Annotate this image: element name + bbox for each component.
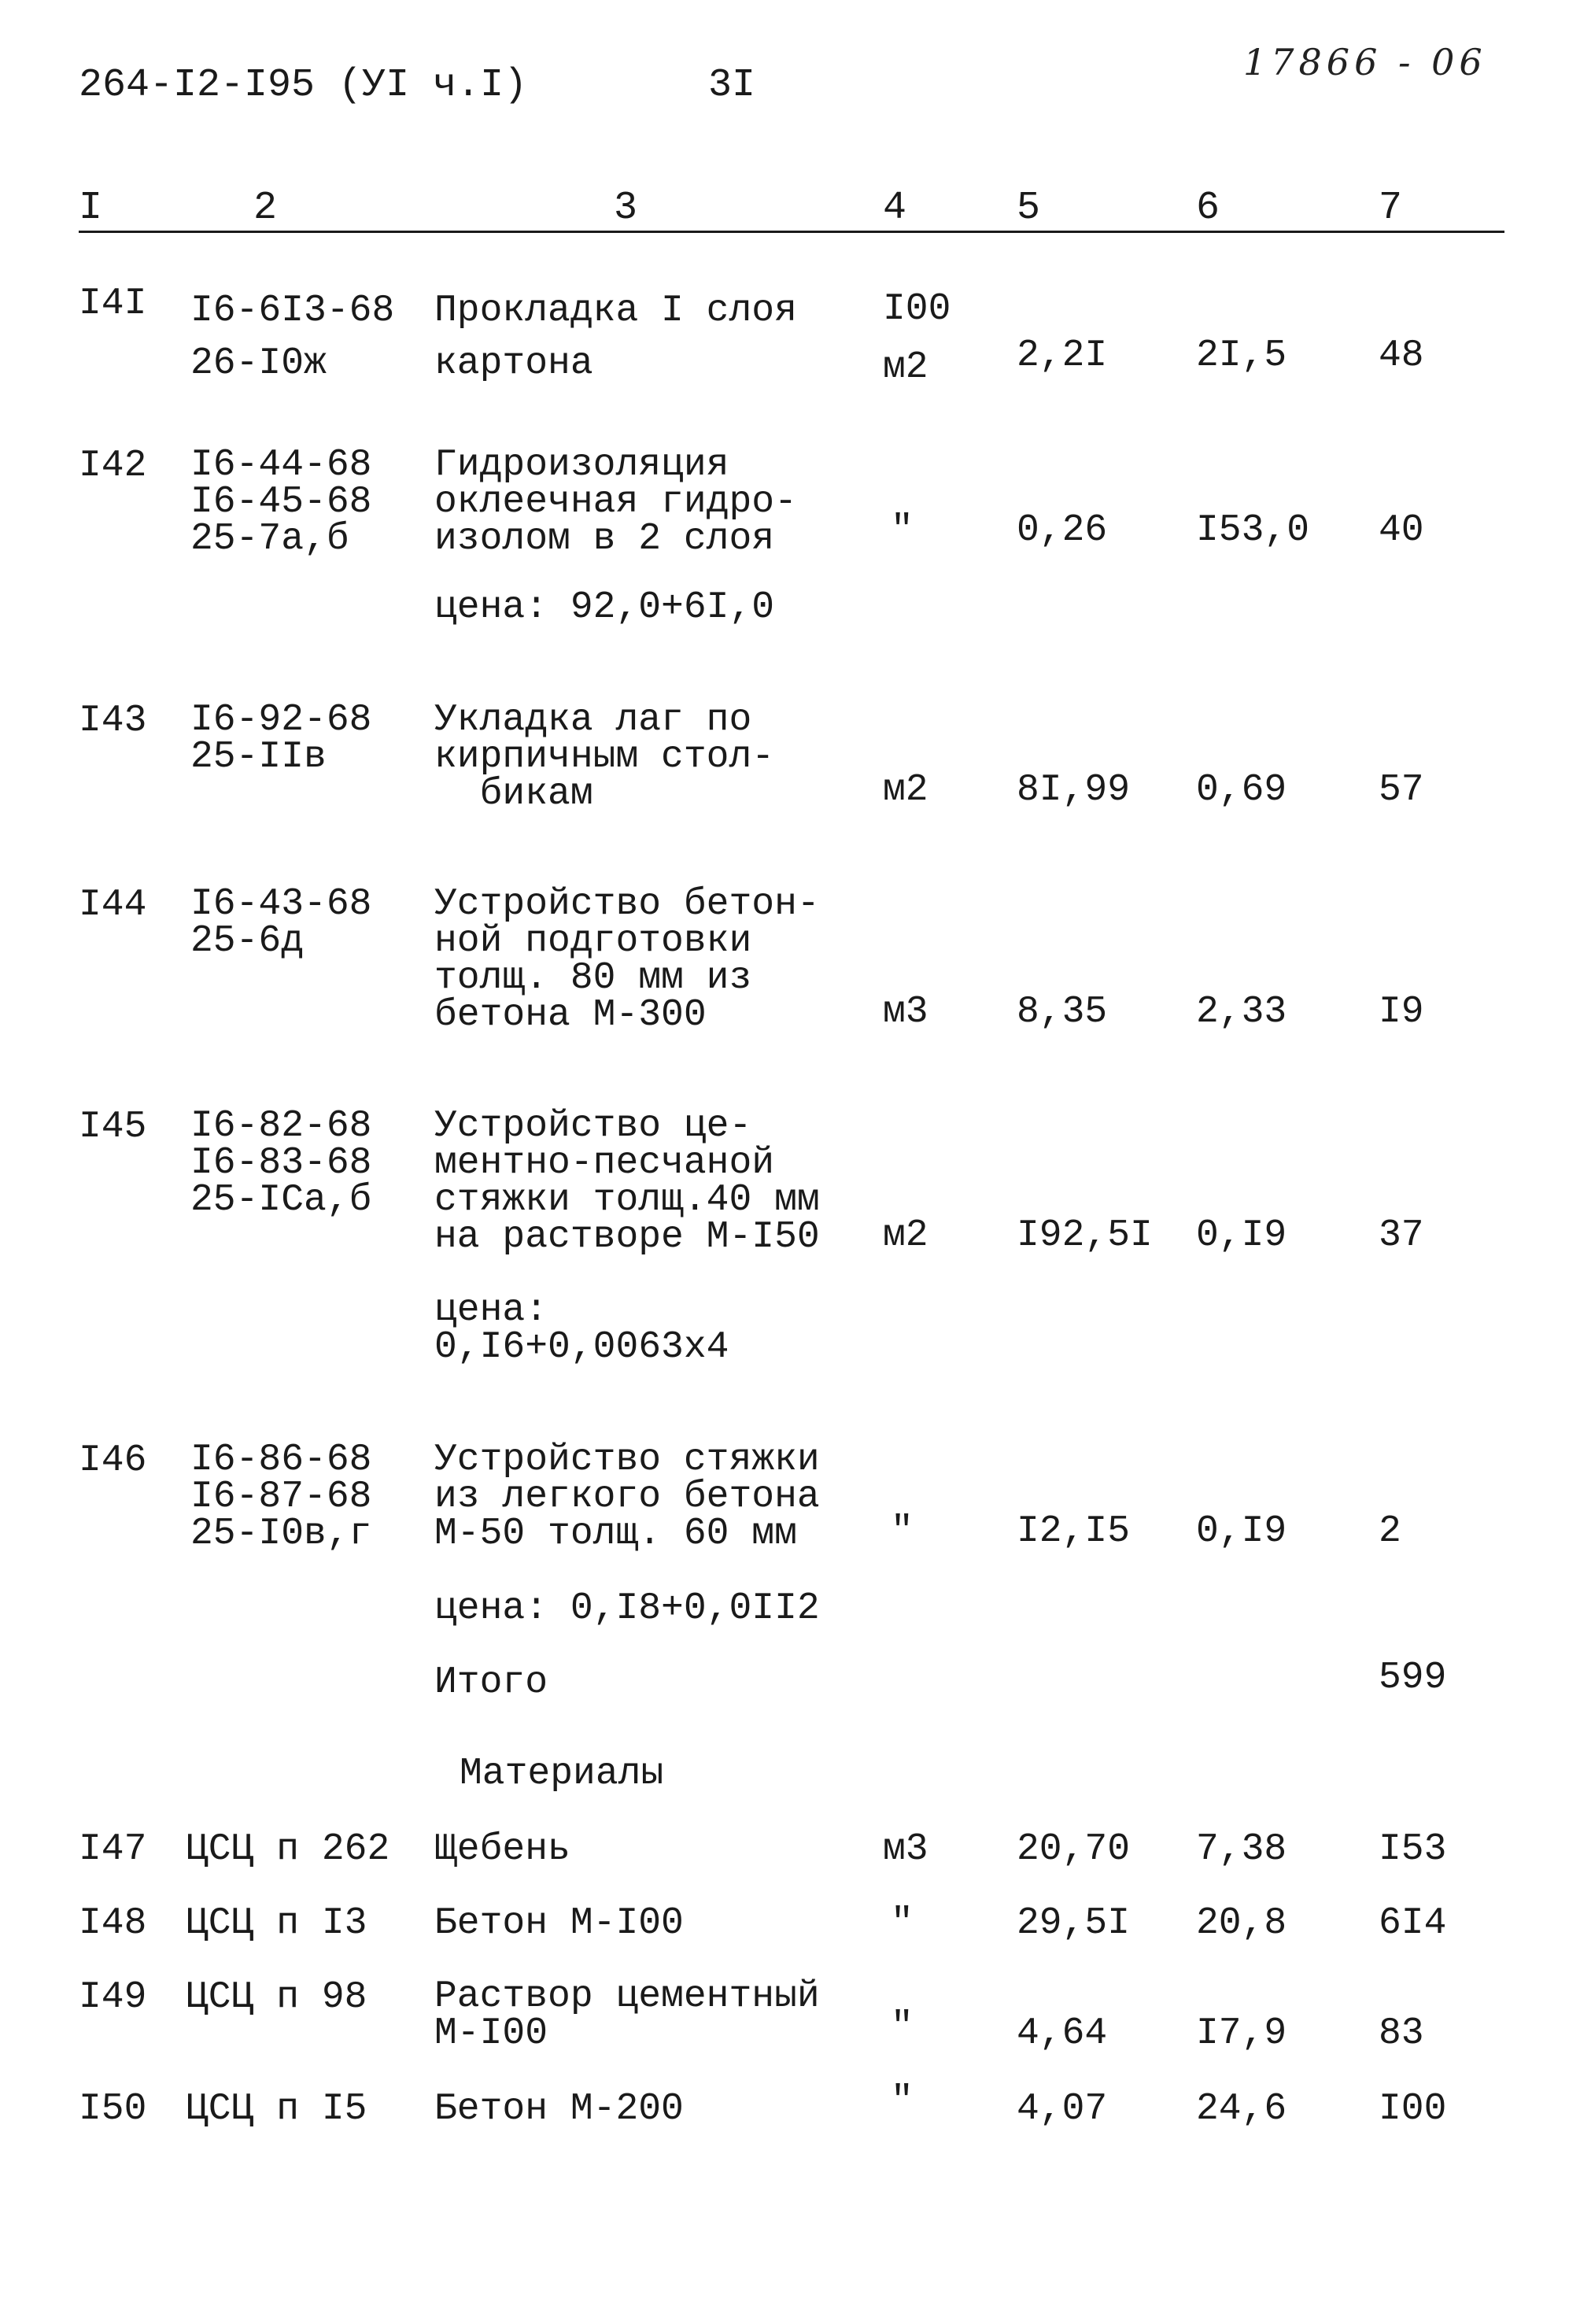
column-header-2: 2	[253, 186, 278, 231]
section-title: Материалы	[460, 1753, 664, 1795]
row-price-note: цена: 0,I6+0,0063х4	[434, 1289, 729, 1369]
material-quantity: 20,70	[1017, 1828, 1131, 1871]
column-header-4: 4	[883, 186, 907, 231]
material-unit-price: I7,9	[1196, 2012, 1287, 2055]
header-rule	[79, 231, 1504, 233]
row-unit-price: I53,0	[1196, 509, 1310, 552]
document-code: 264-I2-I95 (УI ч.I)	[79, 63, 528, 108]
row-unit-price: 2I,5	[1196, 334, 1287, 377]
material-description: Щебень	[434, 1828, 570, 1871]
column-header-7: 7	[1379, 186, 1403, 231]
row-price-note: цена: 0,I8+0,0II2	[434, 1587, 820, 1630]
row-total: 37	[1379, 1214, 1424, 1257]
material-number: I50	[79, 2088, 147, 2130]
row-number: I43	[79, 700, 147, 742]
material-unit-price: 7,38	[1196, 1828, 1287, 1871]
row-quantity: I2,I5	[1017, 1510, 1131, 1553]
material-quantity: 4,07	[1017, 2088, 1108, 2130]
subtotal-label: Итого	[434, 1661, 548, 1704]
material-code: ЦСЦ п I5	[186, 2088, 367, 2130]
material-unit: м3	[883, 1828, 928, 1871]
subtotal-value: 599	[1379, 1657, 1447, 1699]
material-code: ЦСЦ п 98	[186, 1976, 367, 2019]
row-number: I44	[79, 884, 147, 926]
row-codes: I6-92-68 25-IIв	[190, 699, 372, 778]
row-description: Устройство бетон- ной подготовки толщ. 80 мм из бетона М-300	[434, 883, 820, 1036]
material-unit: "	[891, 1902, 914, 1945]
material-unit-price: 20,8	[1196, 1902, 1287, 1945]
row-unit: "	[891, 1510, 914, 1553]
row-description: Устройство стяжки из легкого бетона М-50 толщ. 60 мм	[434, 1439, 820, 1555]
row-quantity: 0,26	[1017, 509, 1108, 552]
material-number: I47	[79, 1828, 147, 1871]
row-total: 2	[1379, 1510, 1401, 1553]
material-number: I49	[79, 1976, 147, 2019]
row-codes: I6-82-68 I6-83-68 25-IСа,б	[190, 1105, 372, 1221]
material-unit: "	[891, 2080, 914, 2123]
row-unit: м3	[883, 991, 928, 1033]
row-total: 40	[1379, 509, 1424, 552]
row-codes: I6-86-68 I6-87-68 25-I0в,г	[190, 1439, 372, 1555]
row-number: I45	[79, 1106, 147, 1148]
material-unit: "	[891, 2006, 914, 2049]
row-unit: м2	[883, 1214, 928, 1257]
row-unit-price: 0,I9	[1196, 1510, 1287, 1553]
material-description: Раствор цементный М-I00	[434, 1975, 820, 2055]
row-unit-price: 0,I9	[1196, 1214, 1287, 1257]
row-codes: I6-44-68 I6-45-68 25-7а,б	[190, 444, 372, 560]
material-code: ЦСЦ п I3	[186, 1902, 367, 1945]
material-description: Бетон М-200	[434, 2088, 684, 2130]
material-quantity: 4,64	[1017, 2012, 1108, 2055]
row-codes: I6-43-68 25-6д	[190, 883, 372, 962]
row-number: I42	[79, 445, 147, 487]
row-unit-price: 2,33	[1196, 991, 1287, 1033]
material-unit-price: 24,6	[1196, 2088, 1287, 2130]
row-unit: I00 м2	[883, 288, 951, 389]
row-quantity: 2,2I	[1017, 334, 1108, 377]
row-description: Устройство це- ментно-песчаной стяжки толщ.40 мм на растворе М-I50	[434, 1105, 820, 1258]
page-number: 3I	[708, 63, 756, 108]
column-header-1: I	[79, 186, 103, 231]
row-quantity: 8,35	[1017, 991, 1108, 1033]
material-total: I00	[1379, 2088, 1447, 2130]
row-codes: I6-6I3-68 26-I0ж	[190, 290, 395, 385]
row-unit: м2	[883, 769, 928, 811]
row-total: I9	[1379, 991, 1424, 1033]
row-price-note: цена: 92,0+6I,0	[434, 586, 775, 629]
row-unit: "	[891, 509, 914, 552]
material-description: Бетон М-I00	[434, 1902, 684, 1945]
column-header-3: 3	[614, 186, 638, 231]
material-number: I48	[79, 1902, 147, 1945]
row-unit-price: 0,69	[1196, 769, 1287, 811]
row-description: Укладка лаг по кирпичным стол- бикам	[434, 699, 775, 815]
row-number: I4I	[79, 283, 147, 325]
row-quantity: 8I,99	[1017, 769, 1131, 811]
row-quantity: I92,5I	[1017, 1214, 1153, 1257]
row-description: Гидроизоляция оклеечная гидро- изолом в 2 слоя	[434, 444, 797, 560]
row-description: Прокладка I слоя картона	[434, 290, 797, 385]
row-total: 57	[1379, 769, 1424, 811]
material-total: 83	[1379, 2012, 1424, 2055]
material-quantity: 29,5I	[1017, 1902, 1131, 1945]
row-total: 48	[1379, 334, 1424, 377]
material-total: 6I4	[1379, 1902, 1447, 1945]
row-number: I46	[79, 1439, 147, 1482]
material-total: I53	[1379, 1828, 1447, 1871]
material-code: ЦСЦ п 262	[186, 1828, 390, 1871]
handwritten-stamp: 17866 - 06	[1243, 41, 1487, 83]
column-header-5: 5	[1017, 186, 1041, 231]
column-header-6: 6	[1196, 186, 1220, 231]
